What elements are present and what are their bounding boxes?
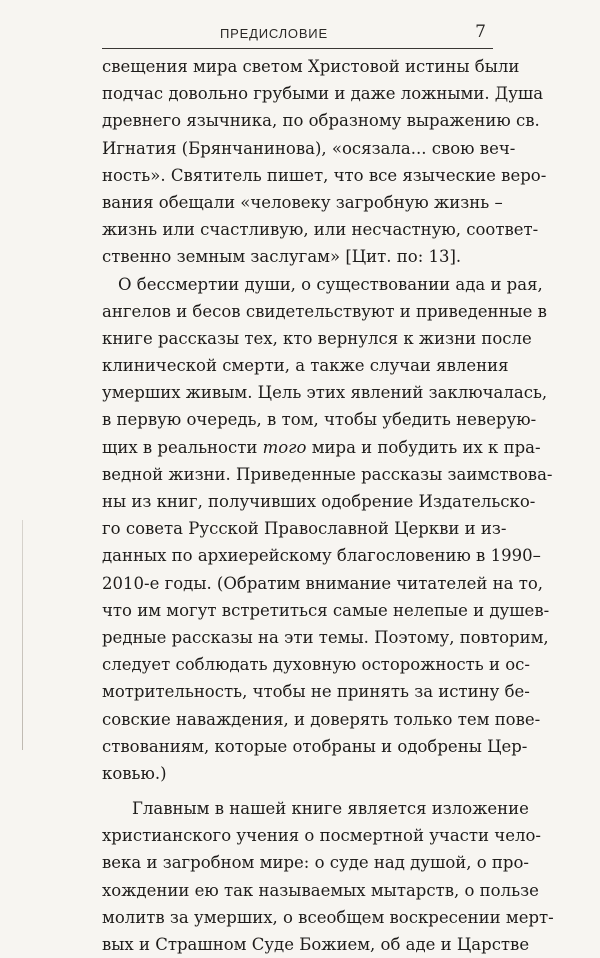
text-line: го совета Русской Православной Церкви и из- xyxy=(102,519,507,539)
text-line: следует соблюдать духовную осторожность и ос- xyxy=(102,655,530,675)
text-line: подчас довольно грубыми и даже ложными. Душа xyxy=(102,84,544,104)
paragraph-2 xyxy=(102,271,553,788)
text-line: свещения мира светом Христовой истины были xyxy=(102,57,520,76)
text-line: вания обещали «человеку загробную жизнь – xyxy=(102,192,503,212)
text-line: Главным в нашей книге является изложение xyxy=(132,799,529,819)
text-line: ковью.) xyxy=(102,763,167,783)
text-line: века и загробном мире: о суде над душой, о про- xyxy=(102,853,529,873)
text-line: ственно земным заслугам» [Цит. по: 13]. xyxy=(102,247,462,267)
text-line: ангелов и бесов свидетельствуют и приведенные в xyxy=(102,301,547,321)
page-gutter-shadow xyxy=(22,520,23,750)
text-line: ность». Святитель пишет, что все языческие веро- xyxy=(102,165,547,185)
paragraph-3 xyxy=(102,795,554,958)
text-line: Игнатия (Брянчанинова), «осязала... свою веч- xyxy=(102,138,516,158)
body-text xyxy=(102,53,554,958)
text-line: данных по архиерейскому благословению в 1990– xyxy=(102,546,541,566)
text-line: в первую очередь, в том, чтобы убедить неверую- xyxy=(102,410,537,430)
text-line: что им могут встретиться самые нелепые и душев- xyxy=(102,600,550,620)
text-line: хождении ею так называемых мытарств, о пользе xyxy=(102,880,539,900)
text-line: древнего язычника, по образному выражению св. xyxy=(102,111,540,131)
text-line: ны из книг, получивших одобрение Издательско- xyxy=(102,492,536,511)
text-line: молитв за умерших, о всеобщем воскресении мерт- xyxy=(102,907,554,927)
text-line: книге рассказы тех, кто вернулся к жизни после xyxy=(102,328,532,348)
running-head xyxy=(102,22,493,49)
text-line: умерших живым. Цель этих явлений заключалась, xyxy=(102,383,548,403)
paragraph-1 xyxy=(102,53,547,271)
text-line: ствованиям, которые отобраны и одобрены Цер- xyxy=(102,736,528,756)
text-line: вых и Страшном Суде Божием, об аде и Царстве xyxy=(102,935,530,954)
emphasized-word: того xyxy=(262,437,307,457)
text-line: христианского учения о посмертной участи чело- xyxy=(102,826,541,846)
text-line: 2010-е годы. (Обратим внимание читателей на то, xyxy=(102,573,544,593)
text-line: жизнь или счастливую, или несчастную, соответ- xyxy=(102,220,539,240)
text-line: ведной жизни. Приведенные рассказы заимствова- xyxy=(102,464,553,484)
section-title: ПРЕДИСЛОВИЕ xyxy=(220,26,328,41)
text-line: О бессмертии души, о существовании ада и рая, xyxy=(118,274,543,294)
text-line: клинической смерти, а также случаи явления xyxy=(102,356,509,376)
page-number: 7 xyxy=(475,22,486,42)
text-line: щих в реальности того мира и побудить их к пра- xyxy=(102,437,541,457)
text-line: совские наваждения, и доверять только тем пове- xyxy=(102,709,541,729)
text-line: редные рассказы на эти темы. Поэтому, повторим, xyxy=(102,627,549,647)
text-line: мотрительность, чтобы не принять за истину бе- xyxy=(102,682,530,702)
